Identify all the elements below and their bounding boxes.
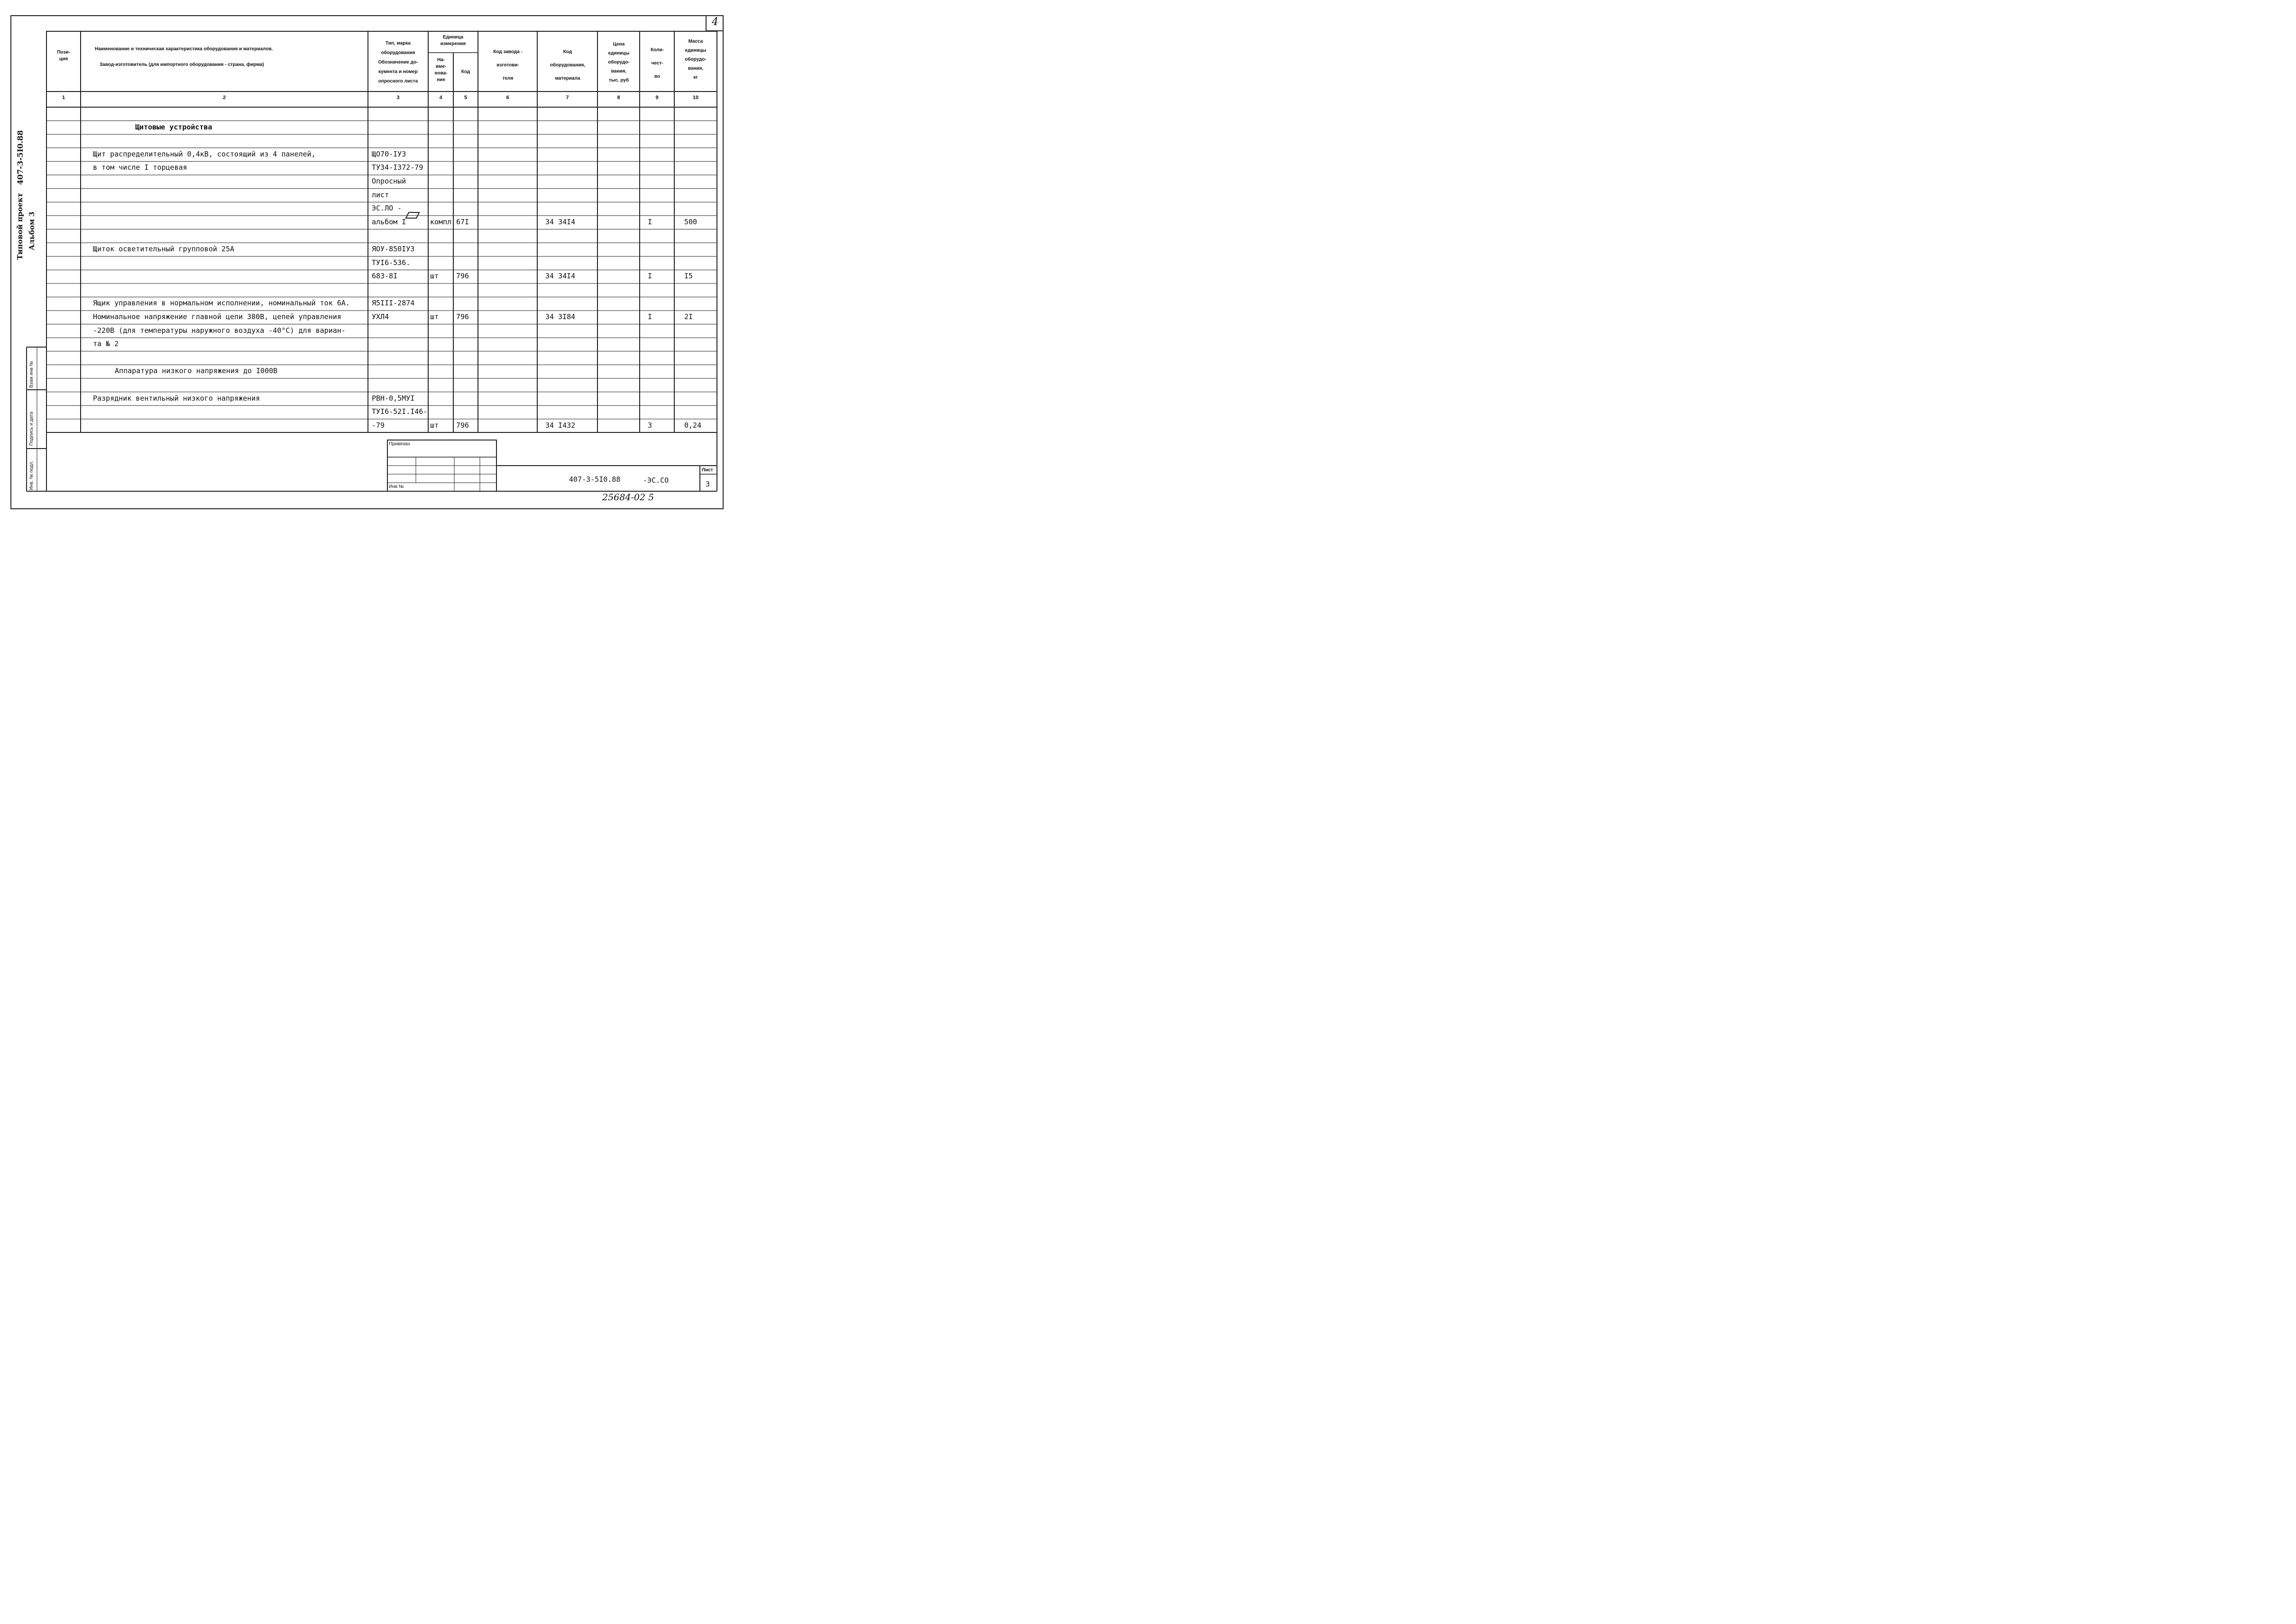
title-inv-no: Инв № xyxy=(389,484,404,489)
cell-type: -79 xyxy=(372,421,385,430)
cell-type: ЯОУ-850IУЗ xyxy=(372,245,415,253)
cell-type: РВН-0,5МУI xyxy=(372,394,415,403)
title-sheet-value: 3 xyxy=(706,480,710,488)
cell-ucode: 796 xyxy=(456,272,469,281)
header-unit-name: На- име- нова- ние xyxy=(434,57,448,83)
column-number: 6 xyxy=(506,95,509,101)
header-type: Тип, марка оборудования Обозначение до- кумента и номер опросного листа xyxy=(378,41,418,84)
cell-mcode: 34 34I4 xyxy=(545,217,576,226)
cell-name: Аппаратура низкого напряжения до I000В xyxy=(115,367,278,376)
cell-name: Щиток осветительный групповой 25А xyxy=(93,245,235,253)
cell-type: ТУI6-536. xyxy=(372,258,411,267)
cell-mass: 2I xyxy=(684,312,693,321)
column-number: 8 xyxy=(617,95,620,101)
title-linked: Привязан xyxy=(389,441,410,447)
parallelogram-mark xyxy=(406,212,419,218)
cell-qty: I xyxy=(648,217,652,226)
cell-type: ЭС.ЛО - xyxy=(372,204,402,213)
cell-mcode: 34 34I4 xyxy=(545,272,576,281)
cell-mcode: 34 I432 xyxy=(545,421,576,430)
side-album: Альбом 3 xyxy=(28,211,36,250)
header-position: Пози- ция xyxy=(57,50,70,62)
header-mass: Масса единицы оборудо- вания, кг xyxy=(685,39,707,80)
column-number: 1 xyxy=(62,95,65,101)
cell-unit: шт xyxy=(430,421,439,430)
cell-mass: I5 xyxy=(684,272,693,281)
cell-type: Я5III-2874 xyxy=(372,299,415,308)
side-type-project: Типовой проект xyxy=(16,193,24,260)
cell-ucode: 796 xyxy=(456,421,469,430)
title-suffix: -ЭС.СО xyxy=(643,476,669,485)
side-sign-date: Подпись и дата xyxy=(29,412,34,446)
header-factory-code: Код завода - изготови- теля xyxy=(493,49,523,81)
title-code: 407-3-5I0.88 xyxy=(569,475,621,484)
header-quantity: Коли- чест- во xyxy=(651,47,664,79)
cell-unit: шт xyxy=(430,312,439,321)
column-number: 4 xyxy=(439,95,442,101)
column-number: 2 xyxy=(222,95,226,101)
cell-name: Ящик управления в нормальном исполнении, номинальный ток 6А. xyxy=(93,299,350,308)
cell-name: -220В (для температуры наружного воздуха -40°С) для вариан- xyxy=(93,326,346,335)
column-number: 10 xyxy=(692,95,699,101)
column-number: 9 xyxy=(655,95,659,101)
side-inv-replace: Взам инв № xyxy=(29,361,34,388)
cell-name: Номинальное напряжение главной цепи 380В, цепей управления xyxy=(93,312,341,321)
header-unit: Единица измерения xyxy=(440,35,466,46)
cell-mcode: 34 3I84 xyxy=(545,312,576,321)
cell-ucode: 796 xyxy=(456,312,469,321)
cell-type: УХЛ4 xyxy=(372,312,389,321)
cell-name: в том числе I торцевая xyxy=(93,163,187,172)
cell-type: альбом I xyxy=(372,217,406,226)
cell-name: Разрядник вентильный низкого напряжения xyxy=(93,394,260,403)
cell-mass: 500 xyxy=(684,217,698,226)
header-unit-code: Код xyxy=(461,69,470,74)
header-material-code: Код оборудования, материала xyxy=(550,49,586,81)
cell-type: 683-8I xyxy=(372,272,398,281)
cell-ucode: 67I xyxy=(456,217,469,226)
corner-sheet-number: 4 xyxy=(706,15,724,31)
cell-type: Опросный xyxy=(372,177,406,185)
cell-qty: I xyxy=(648,272,652,281)
cell-type: ЩО70-IУЗ xyxy=(372,149,406,158)
cell-name: Щитовые устройства xyxy=(135,122,212,131)
column-number: 3 xyxy=(396,95,400,101)
column-number: 7 xyxy=(566,95,569,101)
header-name-line2: Завод-изготовитель (для импортного оборудования - страна, фирма) xyxy=(100,62,264,67)
cell-type: ТУI6-52I.I46- xyxy=(372,407,428,416)
cell-qty: 3 xyxy=(648,421,652,430)
header-name-line1: Наименование и техническая характеристика оборудования и материалов. xyxy=(95,46,273,52)
title-sheet-label: Лист xyxy=(702,468,713,473)
handwritten-footer: 25684-02 5 xyxy=(602,492,654,503)
side-inv-orig: Инв. № подл. xyxy=(29,460,34,490)
cell-name: та № 2 xyxy=(93,339,119,349)
side-project-code: 407-3-5I0.88 xyxy=(16,130,25,185)
cell-type: ТУ34-I372-79 xyxy=(372,163,423,172)
header-price: Цена единицы оборудо- вания, тыс. руб xyxy=(608,42,630,83)
cell-qty: I xyxy=(648,312,652,321)
cell-name: Щит распределительный 0,4кВ, состоящий из 4 панелей, xyxy=(93,149,316,158)
cell-unit: компл xyxy=(430,217,452,226)
cell-unit: шт xyxy=(430,272,439,281)
column-number: 5 xyxy=(464,95,468,101)
cell-mass: 0,24 xyxy=(684,421,702,430)
cell-type: лист xyxy=(372,190,389,199)
